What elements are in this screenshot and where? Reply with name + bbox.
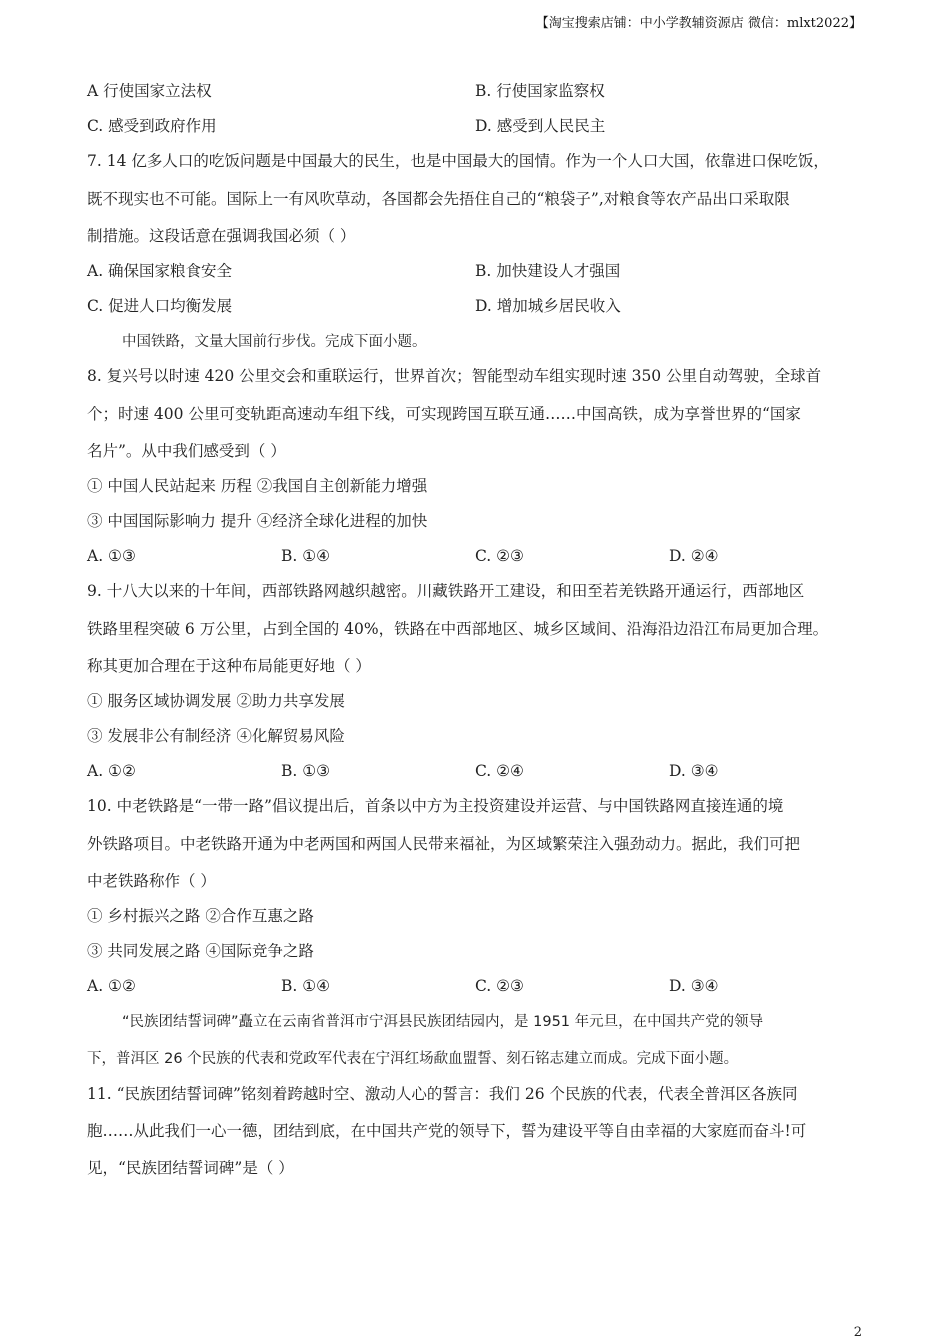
q10-option-d: D. ③④: [669, 977, 719, 995]
q10-option-c: C. ②③: [475, 977, 524, 995]
q8-text-line: 名片”。从中我们感受到（ ）: [87, 442, 286, 460]
q9-statement: ③ 发展非公有制经济 ④化解贸易风险: [87, 727, 345, 745]
q8-statement: ③ 中国国际影响力 提升 ④经济全球化进程的加快: [87, 512, 428, 530]
q7-option-c: C. 促进人口均衡发展: [87, 297, 233, 315]
q7-option-d: D. 增加城乡居民收入: [475, 297, 621, 315]
q7-text-line: 既不现实也不可能。国际上一有风吹草动，各国都会先捂住自己的“粮袋子”,对粮食等农产品出口采取限: [87, 190, 790, 208]
q7-option-row: [87, 261, 621, 281]
q9-text-line: 9. 十八大以来的十年间，西部铁路网越织越密。川藏铁路开工建设，和田至若羌铁路开通运行，西部地区: [87, 582, 805, 600]
q8-option-c: C. ②③: [475, 547, 524, 565]
q9-option-row: [87, 761, 719, 781]
q7-option-row: [87, 296, 621, 316]
q8-option-d: D. ②④: [669, 547, 719, 565]
q10-text-line: 10. 中老铁路是“一带一路”倡议提出后，首条以中方为主投资建设并运营、与中国铁路网直接连通的境: [87, 797, 784, 815]
page-header: 【淘宝搜索店铺：中小学教辅资源店 微信：mlxt2022】: [535, 16, 862, 31]
section-lead: 中国铁路，文量大国前行步伐。完成下面小题。: [122, 334, 427, 350]
q9-text-line: 称其更加合理在于这种布局能更好地（ ）: [87, 657, 371, 675]
q8-option-a: A. ①③: [87, 547, 136, 565]
q6-option-b: B. 行使国家监察权: [475, 82, 605, 100]
page-number: 2: [853, 1325, 862, 1340]
q11-text-line: 11. “民族团结誓词碑”铭刻着跨越时空、激动人心的誓言：我们 26 个民族的代表，代表全普洱区各族同: [87, 1085, 798, 1103]
q8-statement: ① 中国人民站起来 历程 ②我国自主创新能力增强: [87, 477, 428, 495]
q7-option-a: A. 确保国家粮食安全: [87, 262, 233, 280]
q9-statement: ① 服务区域协调发展 ②助力共享发展: [87, 692, 345, 710]
q8-option-b: B. ①④: [281, 547, 331, 565]
q10-text-line: 中老铁路称作（ ）: [87, 872, 216, 890]
section-lead: “民族团结誓词碑”矗立在云南省普洱市宁洱县民族团结园内，是 1951 年元旦，在中国共产党的领导: [122, 1014, 764, 1030]
q6-option-row: [87, 116, 606, 136]
q6-option-a: A 行使国家立法权: [87, 82, 212, 100]
q8-text-line: 8. 复兴号以时速 420 公里交会和重联运行，世界首次；智能型动车组实现时速 350 公里自动驾驶，全球首: [87, 367, 822, 385]
q8-text-line: 个；时速 400 公里可变轨距高速动车组下线，可实现跨国互联互通……中国高铁，成为享誉世界的“国家: [87, 405, 801, 423]
q11-text-line: 见，“民族团结誓词碑”是（ ）: [87, 1159, 294, 1177]
q6-option-d: D. 感受到人民民主: [475, 117, 606, 135]
q9-text-line: 铁路里程突破 6 万公里，占到全国的 40%，铁路在中西部地区、城乡区域间、沿海沿边沿江布局更加合理。: [87, 620, 829, 638]
q9-option-c: C. ②④: [475, 762, 524, 780]
q9-option-b: B. ①③: [281, 762, 331, 780]
q10-option-row: [87, 976, 719, 996]
section-lead: 下，普洱区 26 个民族的代表和党政军代表在宁洱红场歃血盟誓、刻石铭志建立而成。完成下面小题。: [87, 1051, 739, 1067]
q7-text-line: 制措施。这段话意在强调我国必须（ ）: [87, 227, 356, 245]
q10-option-b: B. ①④: [281, 977, 331, 995]
q10-statement: ③ 共同发展之路 ④国际竞争之路: [87, 942, 314, 960]
q7-option-b: B. 加快建设人才强国: [475, 262, 621, 280]
q6-option-row: [87, 81, 605, 101]
q11-text-line: 胞……从此我们一心一德，团结到底，在中国共产党的领导下，誓为建设平等自由幸福的大家庭而奋斗!可: [87, 1122, 807, 1140]
q9-option-a: A. ①②: [87, 762, 136, 780]
q7-text-line: 7. 14 亿多人口的吃饭问题是中国最大的民生，也是中国最大的国情。作为一个人口大国，依靠进口保吃饭，: [87, 152, 829, 170]
q10-text-line: 外铁路项目。中老铁路开通为中老两国和两国人民带来福祉，为区域繁荣注入强劲动力。据此，我们可把: [87, 835, 801, 853]
q10-option-a: A. ①②: [87, 977, 136, 995]
q9-option-d: D. ③④: [669, 762, 719, 780]
q6-option-c: C. 感受到政府作用: [87, 117, 217, 135]
q8-option-row: [87, 546, 719, 566]
q10-statement: ① 乡村振兴之路 ②合作互惠之路: [87, 907, 314, 925]
